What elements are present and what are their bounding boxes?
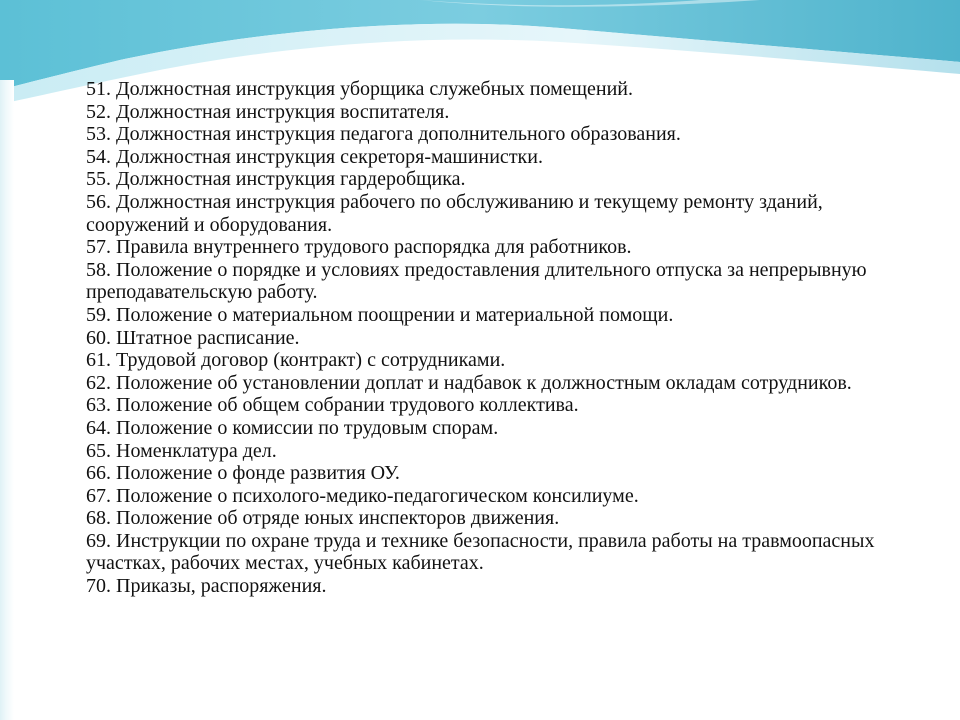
list-item-number: 67. bbox=[86, 484, 111, 507]
list-item bbox=[86, 507, 906, 530]
list-item bbox=[86, 575, 906, 598]
list-item-number: 69. bbox=[86, 529, 111, 552]
list-item-number: 52. bbox=[86, 100, 111, 123]
list-item-number: 61. bbox=[86, 349, 111, 372]
list-item-text: Штатное расписание. bbox=[116, 326, 300, 349]
list-item bbox=[86, 485, 906, 508]
list-item-number: 55. bbox=[86, 168, 111, 191]
list-item bbox=[86, 259, 906, 304]
list-item-number: 60. bbox=[86, 326, 111, 349]
list-item-number: 51. bbox=[86, 78, 111, 100]
list-item-text: Положение о фонде развития ОУ. bbox=[116, 462, 400, 485]
list-item bbox=[86, 191, 906, 236]
list-item-number: 58. bbox=[86, 258, 111, 281]
list-item bbox=[86, 304, 906, 327]
list-item-number: 57. bbox=[86, 236, 111, 259]
list-item-text: Положение о комиссии по трудовым спорам. bbox=[116, 416, 499, 439]
list-item-text: Положение о порядке и условиях предоставления длительного отпуска за непрерывную преподавательскую работу. bbox=[86, 258, 867, 304]
list-item bbox=[86, 146, 906, 169]
list-item bbox=[86, 394, 906, 417]
list-item-number: 70. bbox=[86, 575, 111, 598]
list-item-number: 53. bbox=[86, 123, 111, 146]
list-item-number: 56. bbox=[86, 190, 111, 213]
list-item bbox=[86, 123, 906, 146]
list-item-number: 64. bbox=[86, 416, 111, 439]
list-item bbox=[86, 462, 906, 485]
list-item bbox=[86, 78, 906, 101]
list-item-number: 54. bbox=[86, 145, 111, 168]
list-item bbox=[86, 440, 906, 463]
list-item-number: 65. bbox=[86, 439, 111, 462]
list-item-text: Должностная инструкция гардеробщика. bbox=[116, 168, 466, 191]
list-item-text: Положение о материальном поощрении и материальной помощи. bbox=[116, 303, 674, 326]
left-edge-shading bbox=[0, 80, 14, 720]
list-item-text: Положение об общем собрании трудового коллектива. bbox=[116, 394, 579, 417]
list-item-text: Положение о психолого-медико-педагогическом консилиуме. bbox=[116, 484, 639, 507]
list-item-text: Должностная инструкция воспитателя. bbox=[116, 100, 450, 123]
list-item bbox=[86, 101, 906, 124]
list-item bbox=[86, 168, 906, 191]
list-item-text: Должностная инструкция рабочего по обслуживанию и текущему ремонту зданий, сооружений и оборудования. bbox=[86, 190, 823, 236]
list-item-text: Правила внутреннего трудового распорядка для работников. bbox=[116, 236, 632, 259]
list-item-number: 62. bbox=[86, 371, 111, 394]
list-item-text: Номенклатура дел. bbox=[116, 439, 277, 462]
list-item-text: Инструкции по охране труда и технике безопасности, правила работы на травмоопасных участках, рабочих местах, учебных кабинетах. bbox=[86, 529, 875, 575]
list-item bbox=[86, 372, 906, 395]
list-item-text: Должностная инструкция уборщика служебных помещений. bbox=[116, 78, 633, 100]
list-item-text: Положение об установлении доплат и надбавок к должностным окладам сотрудников. bbox=[116, 371, 852, 394]
list-item-text: Должностная инструкция секреторя-машинистки. bbox=[116, 145, 543, 168]
list-item-number: 63. bbox=[86, 394, 111, 417]
list-item bbox=[86, 236, 906, 259]
list-item-text: Должностная инструкция педагога дополнительного образования. bbox=[116, 123, 681, 146]
list-item-number: 59. bbox=[86, 303, 111, 326]
list-item-number: 68. bbox=[86, 507, 111, 530]
list-item bbox=[86, 327, 906, 350]
list-item-text: Трудовой договор (контракт) с сотрудниками. bbox=[116, 349, 506, 372]
list-item bbox=[86, 349, 906, 372]
list-item bbox=[86, 417, 906, 440]
list-item bbox=[86, 530, 906, 575]
list-item-text: Положение об отряде юных инспекторов движения. bbox=[116, 507, 560, 530]
wave-band-dark bbox=[0, 0, 960, 90]
list-item-number: 66. bbox=[86, 462, 111, 485]
list-item-text: Приказы, распоряжения. bbox=[116, 575, 327, 598]
document-list bbox=[86, 78, 906, 598]
